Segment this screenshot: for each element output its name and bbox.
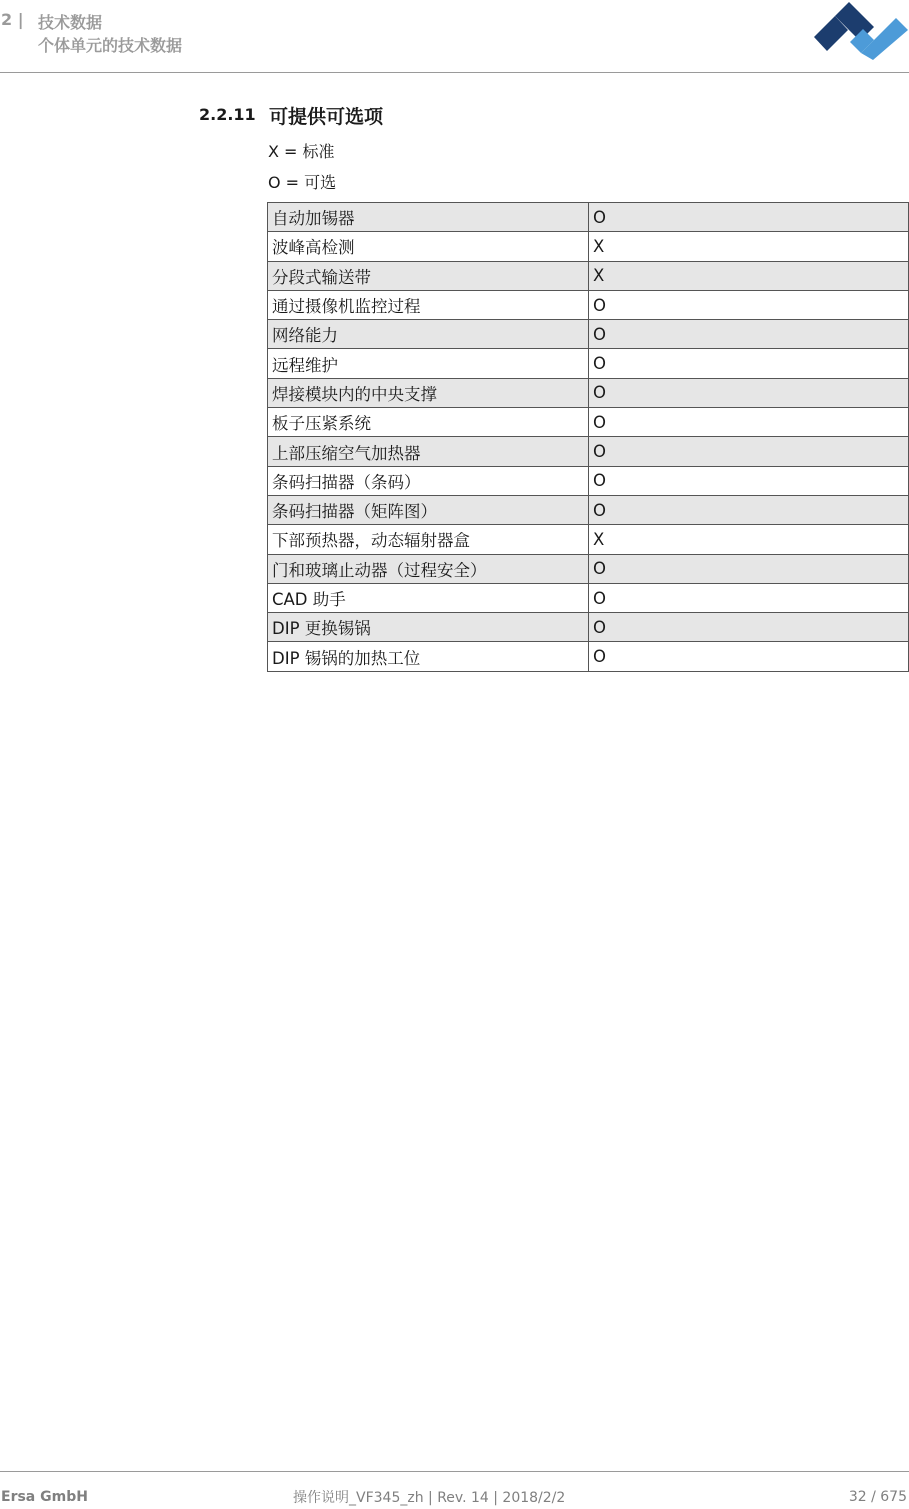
option-feature-cell: DIP 更换锡锅 [268, 613, 589, 642]
table-row [268, 437, 909, 466]
option-feature-cell: 门和玻璃止动器（过程安全） [268, 554, 589, 583]
option-feature-cell: 上部压缩空气加热器 [268, 437, 589, 466]
option-feature-cell: 自动加锡器 [268, 203, 589, 232]
table-row [268, 554, 909, 583]
option-feature-cell: 焊接模块内的中央支撑 [268, 378, 589, 407]
option-feature-cell: 条码扫描器（条码） [268, 466, 589, 495]
option-value-cell: O [589, 290, 909, 319]
option-feature-cell: DIP 锡锅的加热工位 [268, 642, 589, 671]
table-row [268, 495, 909, 524]
option-value-cell: O [589, 203, 909, 232]
option-feature-cell: 通过摄像机监控过程 [268, 290, 589, 319]
option-feature-cell: CAD 助手 [268, 583, 589, 612]
option-feature-cell: 波峰高检测 [268, 232, 589, 261]
options-table [267, 202, 909, 672]
chapter-title: 技术数据 [38, 13, 103, 32]
table-row [268, 320, 909, 349]
option-value-cell: X [589, 261, 909, 290]
section-number: 2.2.11 [199, 105, 256, 124]
ersa-logo-icon [812, 2, 909, 60]
option-value-cell: O [589, 583, 909, 612]
chapter-subtitle: 个体单元的技术数据 [38, 36, 183, 55]
option-value-cell: O [589, 495, 909, 524]
option-value-cell: X [589, 525, 909, 554]
option-value-cell: O [589, 349, 909, 378]
option-value-cell: O [589, 466, 909, 495]
option-value-cell: O [589, 378, 909, 407]
option-value-cell: O [589, 408, 909, 437]
section-title: 可提供可选项 [269, 106, 384, 128]
option-feature-cell: 条码扫描器（矩阵图） [268, 495, 589, 524]
option-value-cell: O [589, 320, 909, 349]
table-row [268, 408, 909, 437]
option-value-cell: O [589, 554, 909, 583]
option-feature-cell: 网络能力 [268, 320, 589, 349]
table-row [268, 203, 909, 232]
option-feature-cell: 板子压紧系统 [268, 408, 589, 437]
option-value-cell: O [589, 613, 909, 642]
option-feature-cell: 远程维护 [268, 349, 589, 378]
footer-divider [0, 1471, 909, 1472]
footer-page-number: 32 / 675 [848, 1489, 907, 1505]
option-value-cell: O [589, 437, 909, 466]
option-value-cell: O [589, 642, 909, 671]
option-feature-cell: 下部预热器，动态辐射器盒 [268, 525, 589, 554]
header-divider [0, 72, 909, 73]
legend-standard: X = 标准 [268, 142, 335, 161]
table-row [268, 378, 909, 407]
table-row [268, 232, 909, 261]
option-feature-cell: 分段式输送带 [268, 261, 589, 290]
table-row [268, 613, 909, 642]
table-row [268, 466, 909, 495]
footer-document-info: 操作说明_VF345_zh | Rev. 14 | 2018/2/2 [293, 1490, 566, 1506]
option-value-cell: X [589, 232, 909, 261]
table-row [268, 583, 909, 612]
table-row [268, 349, 909, 378]
table-row [268, 290, 909, 319]
table-row [268, 642, 909, 671]
table-row [268, 261, 909, 290]
footer-company: Ersa GmbH [1, 1489, 88, 1505]
chapter-number: 2 | [1, 10, 24, 29]
legend-optional: O = 可选 [268, 173, 337, 192]
table-row [268, 525, 909, 554]
